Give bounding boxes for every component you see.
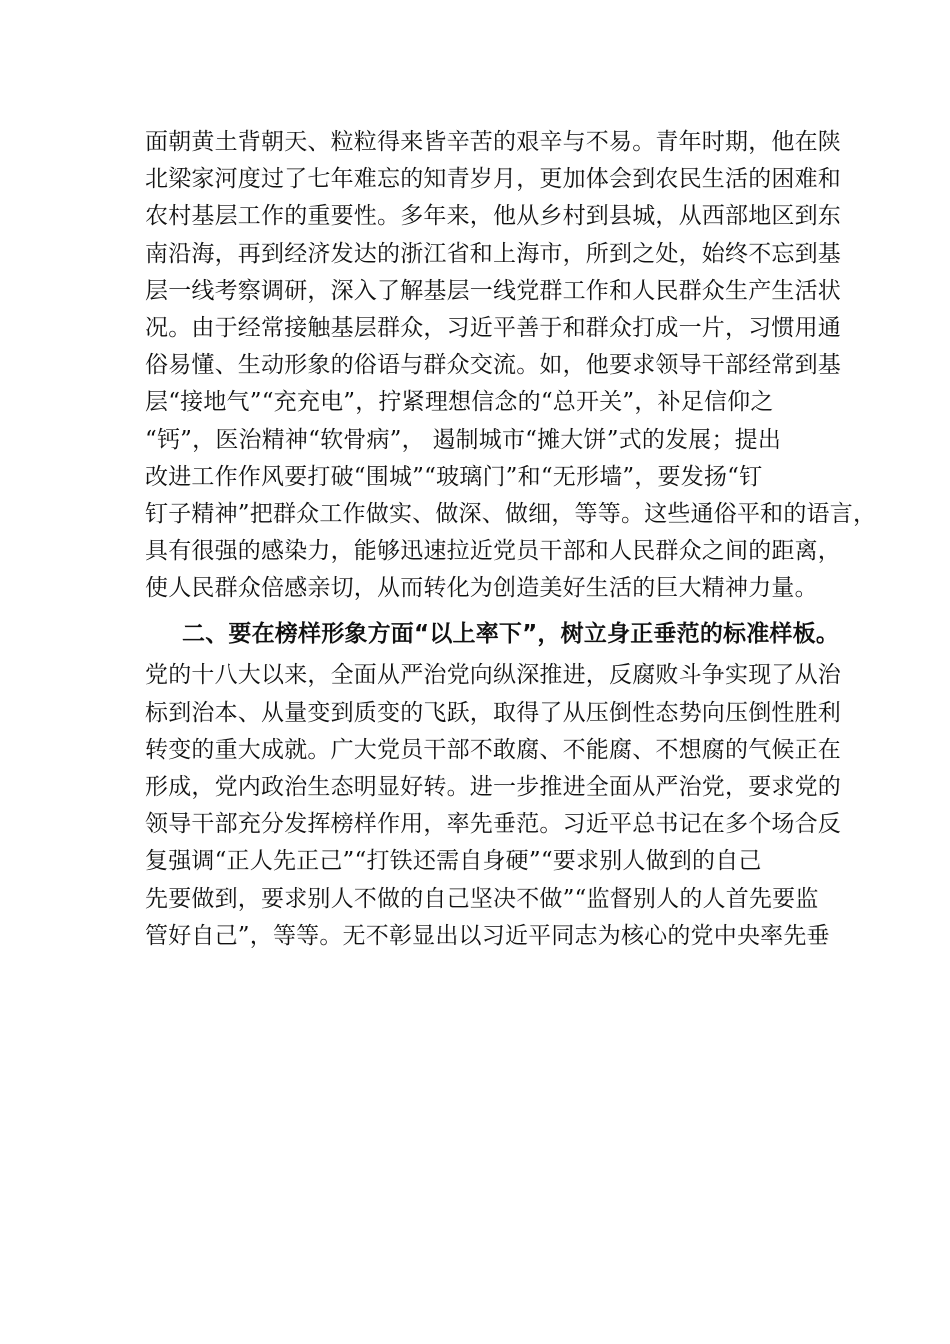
text-line: 况。由于经常接触基层群众，习近平善于和群众打成一片，习惯用通: [145, 314, 841, 341]
document-body: [145, 124, 877, 955]
text-line: 俗易懂、生动形象的俗语与群众交流。如，他要求领导干部经常到基: [145, 352, 841, 379]
text-line: 改进工作作风要打破“围城”“玻璃门”和“无形墙”，要发扬“钉: [145, 463, 763, 490]
text-line: 面朝黄土背朝天、粒粒得来皆辛苦的艰辛与不易。青年时期，他在陕: [145, 129, 841, 155]
text-line: 层一线考察调研，深入了解基层一线党群工作和人民群众生产生活状: [145, 277, 841, 304]
text-line: 南沿海，再到经济发达的浙江省和上海市，所到之处，始终不忘到基: [145, 240, 841, 267]
text-line: 层“接地气”“充充电”，拧紧理想信念的“总开关”，补足信仰之: [145, 389, 774, 416]
text-line: 农村基层工作的重要性。多年来，他从乡村到县城，从西部地区到东: [145, 203, 841, 230]
text-line: 领导干部充分发挥榜样作用，率先垂范。习近平总书记在多个场合反: [145, 811, 841, 838]
text-line: 钉子精神”把群众工作做实、做深、做细，等等。这些通俗平和的语言，: [145, 500, 877, 527]
text-line: 复强调“正人先正己”“打铁还需自身硬”“要求别人做到的自己: [145, 848, 762, 875]
section-2: [145, 611, 841, 955]
text-line: “钙”，医治精神“软骨病”， 遏制城市“摊大饼”式的发展；提出: [145, 426, 782, 453]
text-line: 标到治本、从量变到质变的飞跃，取得了从压倒性态势向压倒性胜利: [145, 699, 841, 726]
text-line: 北梁家河度过了七年难忘的知青岁月，更加体会到农民生活的困难和: [145, 166, 841, 193]
text-line: 转变的重大成就。广大党员干部不敢腐、不能腐、不想腐的气候正在: [145, 736, 841, 763]
text-line: 先要做到，要求别人不做的自己坚决不做”“监督别人的人首先要监: [145, 885, 819, 912]
section-heading: 二、要在榜样形象方面“以上率下”，树立身正垂范的标准样板。: [182, 621, 840, 648]
text-line: 管好自己”，等等。无不彰显出以习近平同志为核心的党中央率先垂: [145, 922, 830, 949]
paragraph-1: [145, 124, 877, 607]
text-line: 使人民群众倍感亲切，从而转化为创造美好生活的巨大精神力量。: [145, 575, 818, 602]
text-line: 形成，党内政治生态明显好转。进一步推进全面从严治党，要求党的: [145, 774, 841, 800]
text-line: 党的十八大以来，全面从严治党向纵深推进，反腐败斗争实现了从治: [145, 662, 841, 689]
text-line: 具有很强的感染力，能够迅速拉近党员干部和人民群众之间的距离，: [145, 538, 841, 565]
